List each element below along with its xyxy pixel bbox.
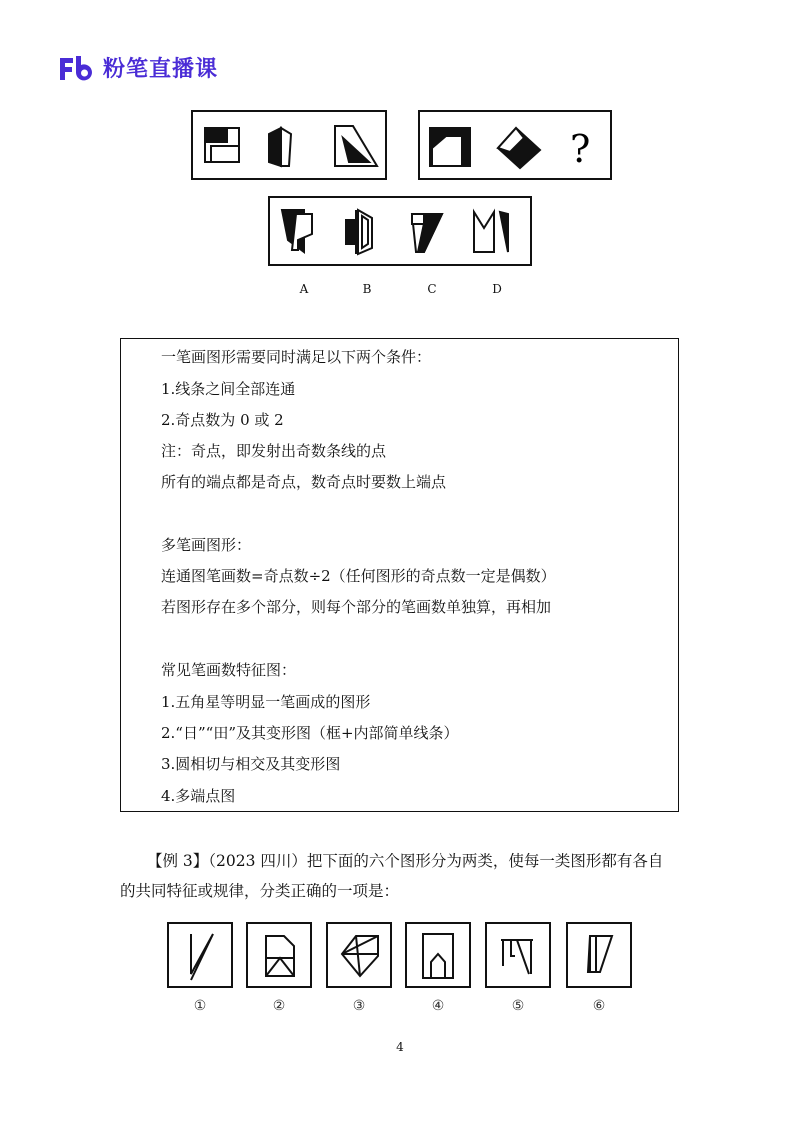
rule-line: 一笔画图形需要同时满足以下两个条件： [161, 348, 432, 366]
example-figure-2 [246, 922, 312, 988]
option-label-a: A [299, 282, 309, 296]
option-label-b: B [362, 282, 372, 296]
rule-line: 1.线条之间全部连通 [161, 380, 296, 398]
option-c-figure [412, 214, 442, 252]
fb-logo-icon [57, 54, 97, 82]
given-figure-3 [335, 126, 377, 166]
options-panel [268, 196, 532, 266]
rule-line: 常见笔画数特征图： [161, 661, 297, 679]
brand-logo [57, 52, 218, 83]
rule-line: 多笔画图形： [161, 536, 252, 554]
option-d-figure [474, 212, 508, 252]
sequence-panel [418, 110, 612, 180]
given-figures-drawing [193, 112, 385, 178]
given-figure-1 [205, 128, 239, 162]
sequence-drawing [420, 112, 610, 178]
rule-line: 注：奇点，即发射出奇数条线的点 [161, 442, 387, 460]
option-label-c: C [427, 282, 437, 296]
rule-line: 所有的端点都是奇点，数奇点时要数上端点 [161, 473, 447, 491]
figure-label-1: ① [193, 998, 207, 1014]
option-label-d: D [492, 282, 502, 296]
figure-label-4: ④ [431, 998, 445, 1014]
option-b-figure [346, 210, 372, 254]
rules-box [120, 338, 679, 812]
sequence-figure-2 [498, 128, 540, 168]
example-line-1: 【例 3】（2023 四川）把下面的六个图形分为两类，使每一类图形都有各自 [147, 852, 664, 870]
rule-line: 3.圆相切与相交及其变形图 [161, 755, 341, 773]
example-figure-6 [566, 922, 632, 988]
figure-label-2: ② [272, 998, 286, 1014]
rule-line: 若图形存在多个部分，则每个部分的笔画数单独算，再相加 [161, 598, 552, 616]
rule-line: 1.五角星等明显一笔画成的图形 [161, 693, 371, 711]
example-figure-3 [326, 922, 392, 988]
figure-label-5: ⑤ [511, 998, 525, 1014]
figure-label-6: ⑥ [592, 998, 606, 1014]
rule-line: 2.“日”“田”及其变形图（框+内部简单线条） [161, 724, 459, 742]
page-number: 4 [396, 1040, 404, 1054]
question-mark: ? [570, 127, 591, 171]
example-line-2: 的共同特征或规律，分类正确的一项是： [120, 882, 400, 900]
example-figure-5 [485, 922, 551, 988]
rule-line: 2.奇点数为 0 或 2 [161, 411, 284, 429]
example-figure-1 [167, 922, 233, 988]
figure-label-3: ③ [352, 998, 366, 1014]
options-drawing [270, 198, 530, 264]
brand-name: 粉笔直播课 [103, 57, 219, 82]
rule-line: 4.多端点图 [161, 787, 236, 805]
rule-line: 连通图笔画数=奇点数÷2（任何图形的奇点数一定是偶数） [161, 567, 556, 585]
sequence-figure-1 [430, 128, 470, 166]
given-figure-2 [269, 128, 291, 166]
given-figures-panel [191, 110, 387, 180]
option-a-figure [282, 210, 312, 252]
example-figure-4 [405, 922, 471, 988]
